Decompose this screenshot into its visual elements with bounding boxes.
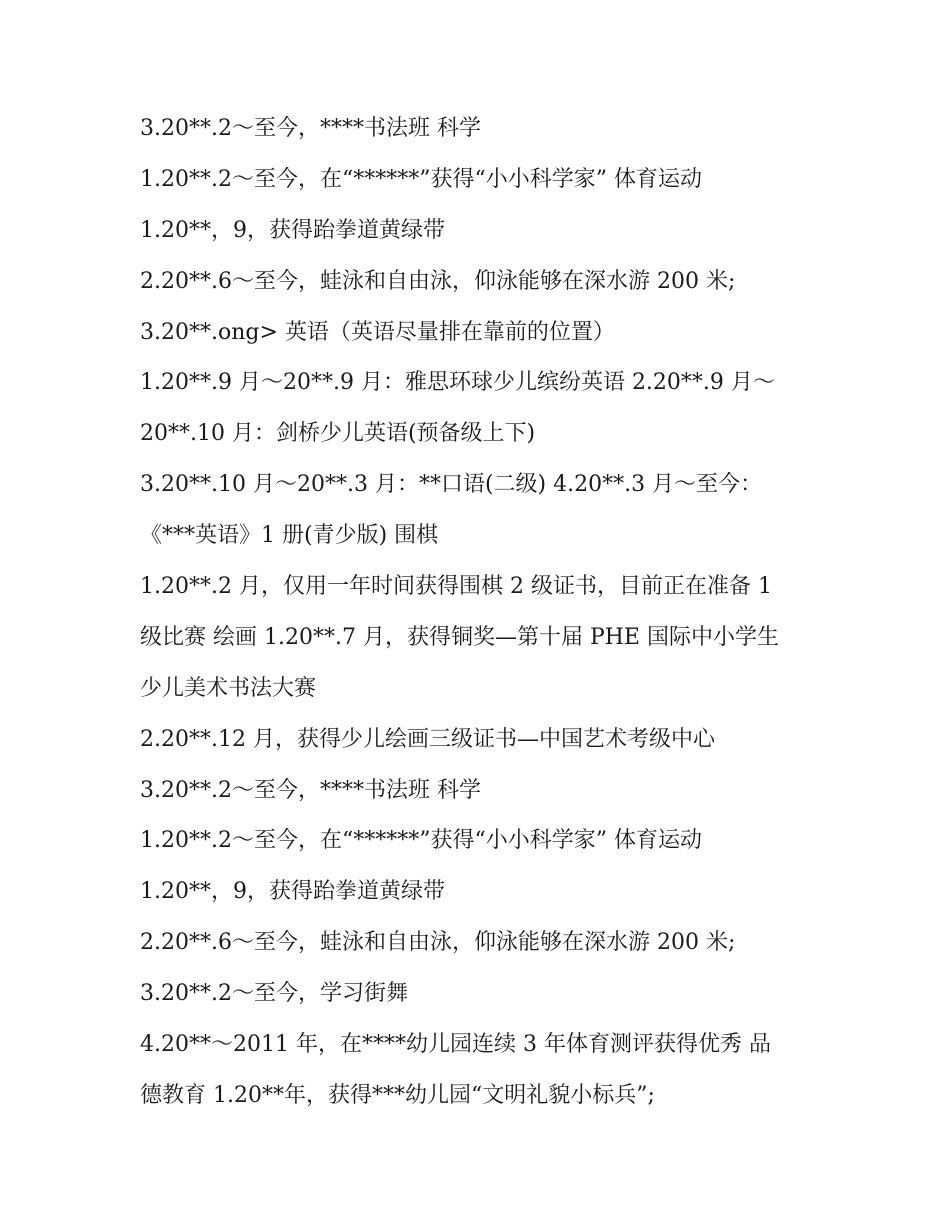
text-line: 4.20**～2011 年，在****幼儿园连续 3 年体育测评获得优秀 品 [140, 1032, 771, 1058]
text-line: 德教育 1.20**年，获得***幼儿园“文明礼貌小标兵”; [140, 1082, 655, 1108]
text-line: 3.20**.10 月～20**.3 月：**口语(二级) 4.20**.3 月～至今： [140, 472, 763, 498]
text-line: 3.20**.2～至今，****书法班 科学 [140, 116, 481, 141]
text-line: 级比赛 绘画 1.20**.7 月，获得铜奖—第十届 PHE 国际中小学生 [140, 624, 779, 650]
text-line: 3.20**.ong> 英语（英语尽量排在靠前的位置） [140, 319, 615, 345]
text-line: 2.20**.12 月，获得少儿绘画三级证书—中国艺术考级中心 [140, 726, 715, 752]
text-line: 2.20**.6～至今，蛙泳和自由泳，仰泳能够在深水游 200 米; [140, 268, 736, 294]
document-body [140, 104, 840, 1122]
text-line: 1.20**.2～至今，在“******”获得“小小科学家” 体育运动 [140, 166, 702, 192]
text-line: 《***英语》1 册(青少版) 围棋 [140, 523, 439, 549]
text-line: 20**.10 月：剑桥少儿英语(预备级上下) [140, 421, 536, 447]
text-line: 1.20**，9，获得跆拳道黄绿带 [140, 879, 445, 905]
text-line: 1.20**.2 月，仅用一年时间获得围棋 2 级证书，目前正在准备 1 [140, 574, 772, 600]
text-line: 1.20**，9，获得跆拳道黄绿带 [140, 217, 445, 243]
text-line: 2.20**.6～至今，蛙泳和自由泳，仰泳能够在深水游 200 米; [140, 930, 736, 956]
text-line: 1.20**.9 月～20**.9 月：雅思环球少儿缤纷英语 2.20**.9 月～ [140, 370, 775, 396]
text-line: 3.20**.2～至今，学习街舞 [140, 981, 408, 1007]
text-line: 少儿美术书法大赛 [140, 675, 317, 701]
text-line: 3.20**.2～至今，****书法班 科学 [140, 777, 481, 803]
text-line: 1.20**.2～至今，在“******”获得“小小科学家” 体育运动 [140, 828, 702, 854]
